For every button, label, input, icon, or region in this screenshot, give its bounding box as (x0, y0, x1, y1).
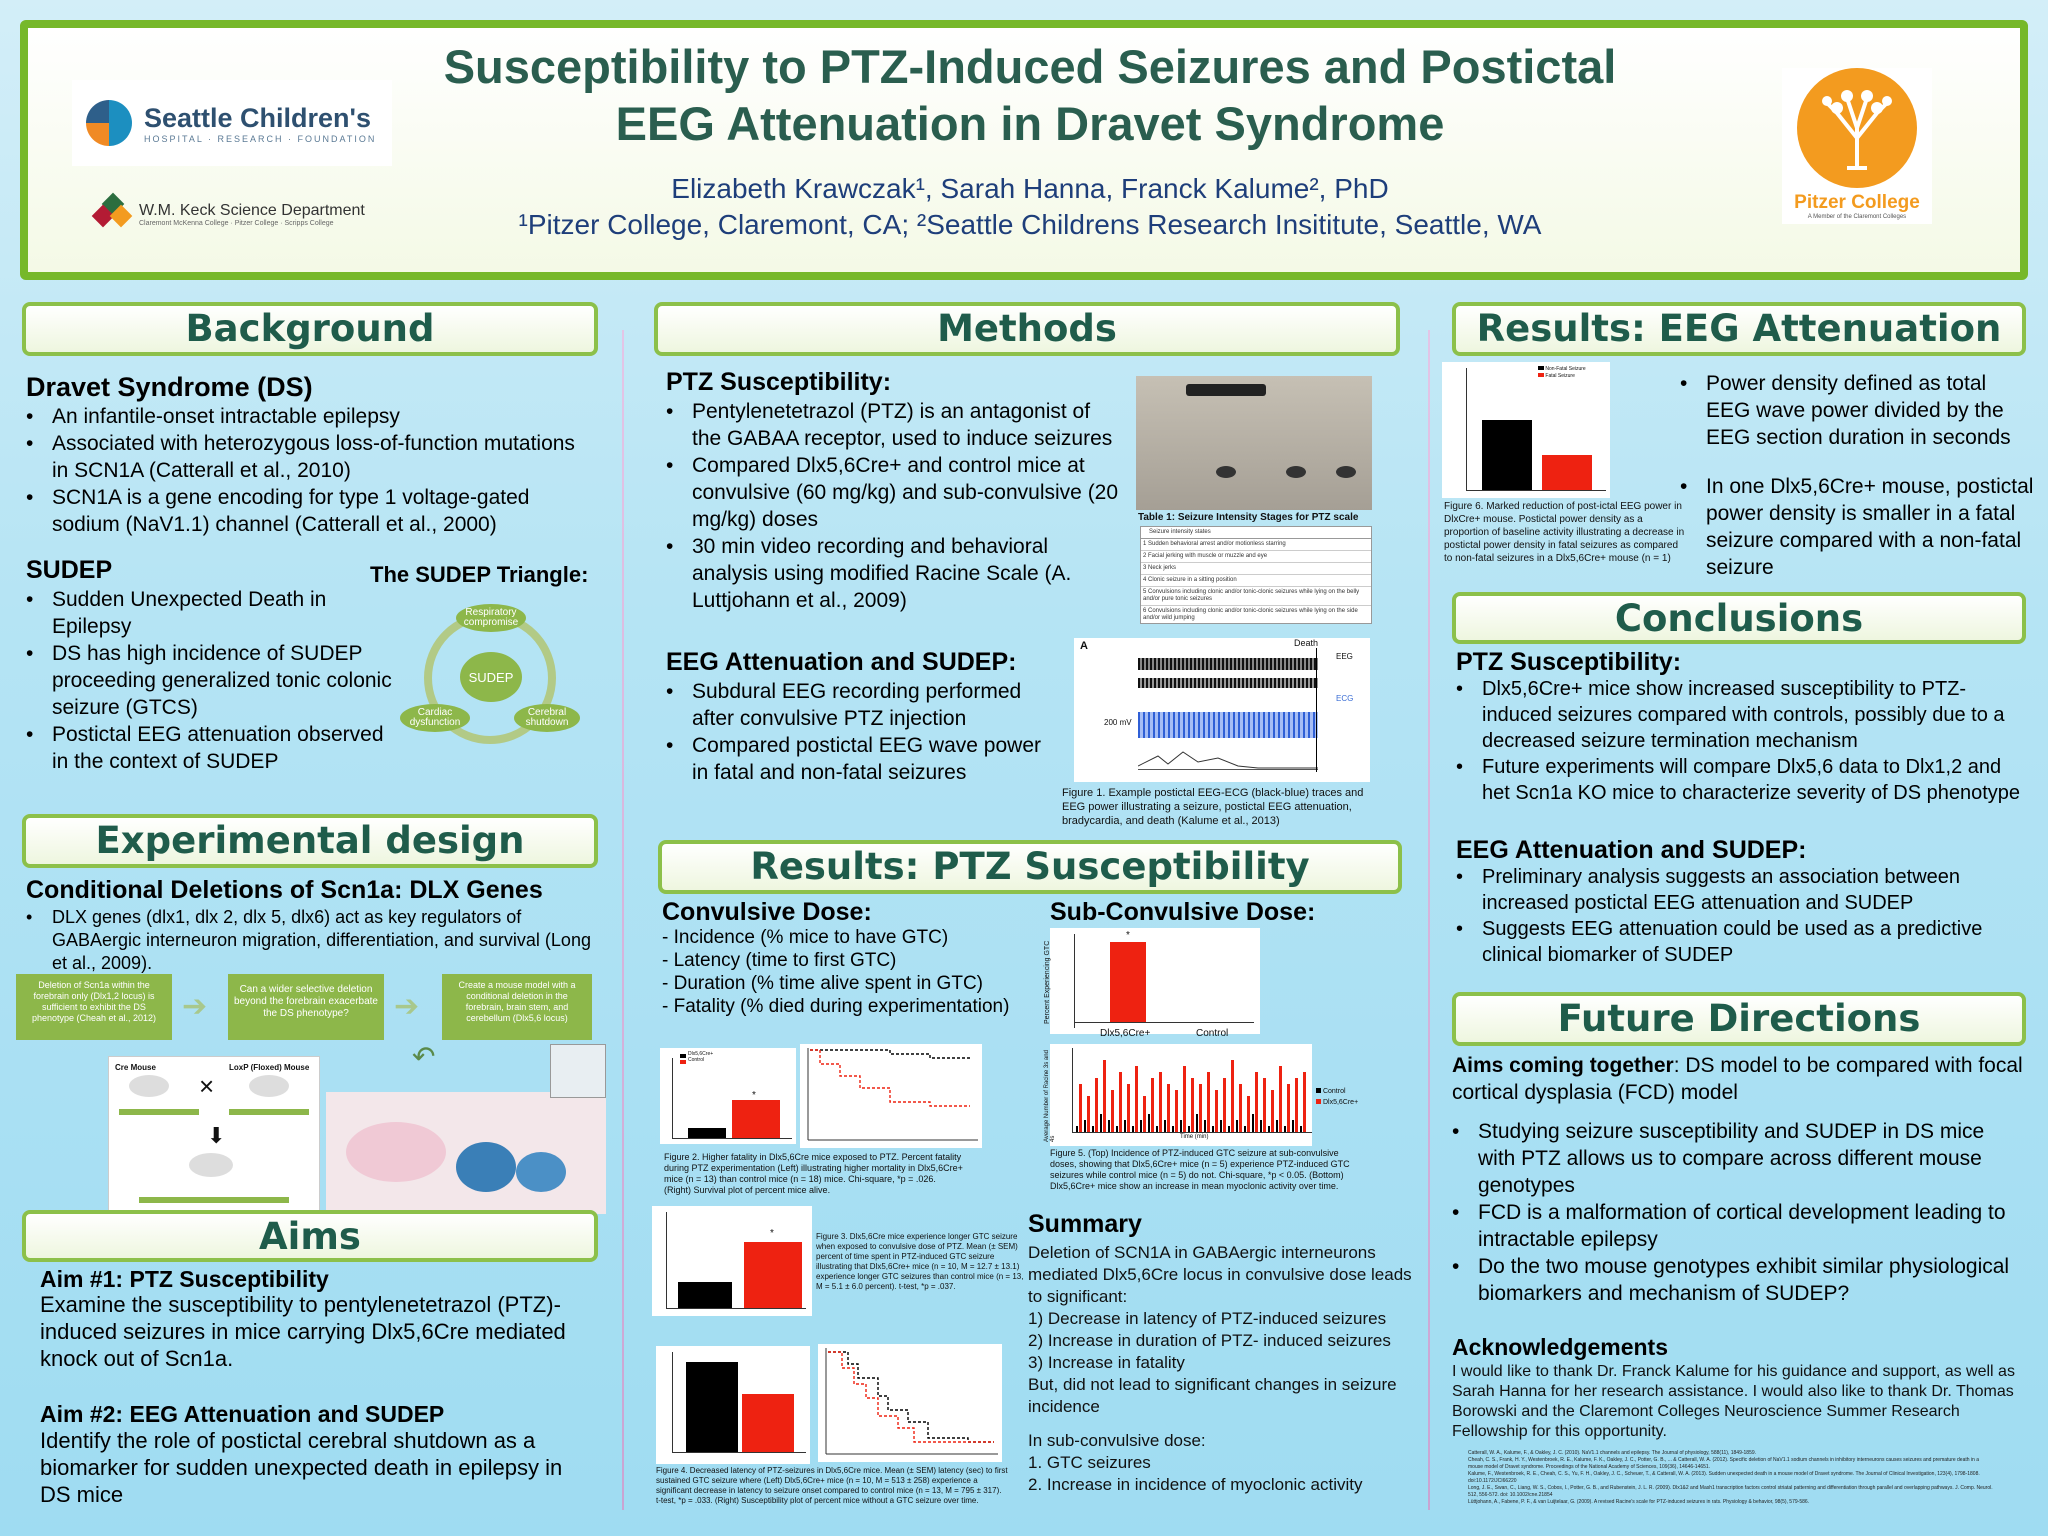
fig1-caption: Figure 1. Example postictal EEG-ECG (black-blue) traces and EEG power illustrating a seizure, postictal EEG attenuation, bradycardia, and death (Kalume et al., 2013) (1062, 787, 1364, 827)
list-item: • An infantile-onset intractable epilepsy (26, 403, 596, 430)
myoclonic-bar-control (1076, 1126, 1078, 1132)
y-axis (1072, 1048, 1073, 1132)
seattle-childrens-mark-icon (86, 100, 132, 146)
myoclonic-bar-control (1140, 1120, 1142, 1132)
myoclonic-bar-cre (1199, 1084, 1202, 1132)
myoclonic-bar-cre (1151, 1078, 1154, 1132)
myoclonic-bar-group (1300, 1072, 1306, 1132)
list-item: • Studying seizure susceptibility and SUDEP in DS mice with PTZ allows us to compare across different mouse genotypes (1452, 1118, 2024, 1199)
flow-box-2: Can a wider selective deletion beyond the forebrain exacerbate the DS phenotype? (228, 974, 384, 1040)
myoclonic-bar-group (1284, 1084, 1290, 1132)
list-item: 2. Increase in incidence of myoclonic activity (1028, 1475, 1363, 1494)
conclusions-ptz-list (1456, 676, 2024, 806)
title-line-1: Susceptibility to PTZ-Induced Seizures and Postictal (443, 40, 1617, 93)
x-axis (672, 1138, 792, 1139)
triangle-node-respiratory: Respiratory compromise (456, 604, 526, 632)
myoclonic-bar-control (1156, 1126, 1158, 1132)
brain-tissue (346, 1122, 446, 1182)
myoclonic-bar-group (1076, 1084, 1082, 1132)
myoclonic-bar-group (1084, 1096, 1090, 1132)
mouse-in-chamber (1216, 466, 1236, 478)
triangle-node-cerebral: Cerebral shutdown (514, 704, 580, 732)
myoclonic-bar-control (1148, 1114, 1150, 1132)
reference-item: Catterall, W. A., Kalume, F., & Oakley, J. C. (2010). NaV1.1 channels and epilepsy. The Journal of physiology, 588(11), 1849-1859. (1468, 1450, 1757, 1456)
myoclonic-bar-control (1268, 1126, 1270, 1132)
bar-fatal (1542, 455, 1592, 490)
fig1-eeg-traces (1074, 638, 1370, 782)
fig1-eeg-label: EEG (1336, 652, 1353, 661)
myoclonic-bar-cre (1207, 1072, 1210, 1132)
list-item: • FCD is a malformation of cortical development leading to intractable epilepsy (1452, 1199, 2024, 1253)
myoclonic-bars (1076, 1052, 1306, 1132)
myoclonic-bar-cre (1215, 1090, 1218, 1132)
myoclonic-bar-group (1236, 1084, 1242, 1132)
section-conclusions-header: Conclusions (1452, 592, 2026, 644)
authors: Elizabeth Krawczak¹, Sarah Hanna, Franck Kalume², PhD (671, 173, 1389, 204)
myoclonic-bar-group (1100, 1060, 1106, 1132)
myoclonic-bar-group (1156, 1072, 1162, 1132)
significance-star: * (752, 1090, 756, 1101)
bar-cre (732, 1100, 780, 1138)
list-item: • Suggests EEG attenuation could be used as a predictive clinical biomarker of SUDEP (1456, 916, 2024, 968)
list-item: - Fatality (% died during experimentation) (662, 996, 1010, 1017)
list-item: 1) Decrease in latency of PTZ-induced seizures (1028, 1309, 1387, 1328)
reference-item: Kalume, F., Westenbroek, R. E., Cheah, C. S., Yu, F. H., Oakley, J. C., Scheuer, T., & Catterall, W. A. (2013). Sudden unexpected death in a mouse model of Dravet syndrome. The Journal of Clinical Investigation, 123(4), 1798-1808. doi:10.1172/JCI66220 (1468, 1471, 1980, 1484)
seattle-childrens-name: Seattle Children's (144, 102, 371, 133)
myoclonic-bar-group (1124, 1084, 1130, 1132)
brain-slice-image (326, 1092, 606, 1214)
target-gene-bar (229, 1109, 309, 1115)
section-results-eeg-header: Results: EEG Attenuation (1452, 302, 2026, 356)
sudep-triangle-title: The SUDEP Triangle: (370, 562, 589, 587)
section-background-header: Background (22, 302, 598, 356)
list-item: - Incidence (% mice to have GTC) (662, 927, 949, 948)
sudep-heading: SUDEP (26, 556, 113, 584)
sudep-triangle-diagram (400, 600, 580, 760)
list-item: • Pentylenetetrazol (PTZ) is an antagonist of the GABAA receptor, used to induce seizures (666, 398, 1122, 452)
flow-box-3: Create a mouse model with a conditional deletion in the forebrain, brain stem, and cerebellum (Dlx5,6 locus) (442, 974, 592, 1040)
section-results-ptz-header: Results: PTZ Susceptibility (658, 840, 1402, 894)
x-axis (666, 1308, 806, 1309)
myoclonic-bar-cre (1295, 1078, 1298, 1132)
myoclonic-bar-group (1276, 1066, 1282, 1132)
fig6-legend (1538, 366, 1586, 380)
pitzer-name: Pitzer College (1794, 192, 1920, 213)
methods-ptz-list (666, 398, 1122, 614)
list-item: - Latency (time to first GTC) (662, 950, 897, 971)
myoclonic-bar-control (1204, 1120, 1206, 1132)
list-item: • Dlx5,6Cre+ mice show increased susceptibility to PTZ-induced seizures compared with controls, possibly due to a decreased seizure termination mechanism (1456, 676, 2024, 754)
pitzer-tree-icon (1797, 68, 1917, 188)
fig5-caption: Figure 5. (Top) Incidence of PTZ-induced GTC seizure at sub-convulsive doses, showing that Dlx5,6Cre+ mice (n = 5) experience PTZ-induced GTC seizures while control mice (n = 5) do not. Chi-square, *p < 0.05. (Bottom) Dlx5,6Cre+ mice show an increase in mean myoclonic activity over time. (1050, 1148, 1350, 1191)
poster-title (360, 38, 1700, 152)
fig3-caption: Figure 3. Dlx5,6Cre mice experience longer GTC seizure when exposed to convulsive dose of PTZ. Mean (± SEM) percent of time spent in PTZ-induced GTC seizure illustrating that Dlx5,6Cre+ mice (n = 10, M = 12.7 ± 13.1) experience longer GTC seizures than control mice (n = 13, M = 5.1 ± 6.0 percent). t-test, *p = .037. (816, 1232, 1024, 1291)
myoclonic-bar-cre (1279, 1066, 1282, 1132)
myoclonic-bar-control (1292, 1120, 1294, 1132)
brain-stain-region (456, 1142, 516, 1192)
fig3-duration-bar-chart (652, 1206, 812, 1316)
triangle-node-cardiac: Cardiac dysfunction (400, 704, 470, 732)
myoclonic-bar-cre (1175, 1090, 1178, 1132)
myoclonic-bar-control (1132, 1126, 1134, 1132)
myoclonic-bar-control (1100, 1114, 1102, 1132)
myoclonic-bar-cre (1159, 1072, 1162, 1132)
flow-arrow-icon: ➔ (182, 990, 208, 1023)
pitzer-sub: A Member of the Claremont Colleges (1807, 214, 1907, 220)
methods-ptz-heading: PTZ Susceptibility: (666, 368, 892, 396)
myoclonic-bar-cre (1135, 1066, 1138, 1132)
significance-star: * (1126, 930, 1130, 941)
myoclonic-bar-control (1172, 1126, 1174, 1132)
fig4-latency-bar-chart (656, 1346, 810, 1464)
fig5-xlabel-cre: Dlx5,6Cre+ (1100, 1028, 1151, 1039)
myoclonic-bar-group (1220, 1078, 1226, 1132)
keck-logo (95, 196, 365, 232)
death-marker-line (1316, 648, 1317, 772)
myoclonic-bar-cre (1223, 1078, 1226, 1132)
fig5b-legend (1316, 1086, 1358, 1108)
seizure-stage-table (1140, 526, 1372, 624)
eeg-trace-l (1138, 658, 1318, 670)
myoclonic-bar-cre (1119, 1072, 1122, 1132)
myoclonic-bar-group (1172, 1090, 1178, 1132)
bar-control (688, 1128, 726, 1138)
fig2-survival-plot (800, 1044, 982, 1148)
conclusions-ptz-heading: PTZ Susceptibility: (1456, 648, 1682, 676)
keck-name: W.M. Keck Science Department (139, 201, 365, 219)
video-player-controls (1186, 384, 1266, 396)
cre-gene-bar (119, 1109, 199, 1115)
list-item: • Subdural EEG recording performed after convulsive PTZ injection (666, 678, 1046, 732)
fig5-incidence-bar-chart (1044, 928, 1260, 1034)
bar-control (678, 1282, 732, 1308)
list-item: • In one Dlx5,6Cre+ mouse, postictal power density is smaller in a fatal seizure compared with a non-fatal seizure (1680, 473, 2036, 581)
ds-list (26, 403, 596, 538)
y-axis (1074, 934, 1075, 1028)
affiliations: ¹Pitzer College, Claremont, CA; ²Seattle Childrens Research Insititute, Seattle, WA (518, 209, 1542, 240)
myoclonic-bar-group (1164, 1084, 1170, 1132)
summary-but: But, did not lead to significant changes in seizure incidence (1028, 1375, 1397, 1416)
results-eeg-list (1680, 370, 2036, 581)
list-item: • Compared postictal EEG wave power in fatal and non-fatal seizures (666, 732, 1046, 786)
list-item: - Duration (% time alive spent in GTC) (662, 973, 983, 994)
video-recording-image (1136, 376, 1372, 510)
aim1-heading: Aim #1: PTZ Susceptibility (40, 1266, 329, 1292)
myoclonic-bar-group (1260, 1078, 1266, 1132)
fig1-200mv-label: 200 mV (1104, 718, 1132, 727)
list-item: 3) Increase in fatality (1028, 1353, 1185, 1372)
curved-arrow-icon: ↶ (412, 1041, 436, 1072)
legend-cre: Dlx5,6Cre+ (1322, 1099, 1359, 1106)
section-methods-header: Methods (654, 302, 1400, 356)
myoclonic-bar-control (1260, 1120, 1262, 1132)
myoclonic-bar-cre (1103, 1060, 1106, 1132)
list-item: • SCN1A is a gene encoding for type 1 voltage-gated sodium (NaV1.1) channel (Catterall et al., 2000) (26, 484, 596, 538)
x-axis (672, 1452, 806, 1453)
bar-control (686, 1362, 738, 1452)
myoclonic-bar-control (1236, 1120, 1238, 1132)
fig5-myoclonic-bar-chart (1044, 1044, 1312, 1146)
flow-arrow-icon: ➔ (394, 990, 420, 1023)
mouse-icon (129, 1075, 169, 1097)
reference-item: Long, J. E., Swan, C., Liang, W. S., Cobos, I., Potter, G. B., and Rubenstein, J. L. R. (2009). Dlx1&2 and Mash1 transcription factors control striatal patterning and differentiation through parallel and overlapping pathways. J. Comp. Neurol. 512, 556-572. doi: 10.1002/cne.21854 (1468, 1485, 1993, 1498)
list-item: • Associated with heterozygous loss-of-function mutations in SCN1A (Catterall et al., 2010) (26, 430, 596, 484)
myoclonic-bar-control (1300, 1126, 1302, 1132)
myoclonic-bar-control (1188, 1126, 1190, 1132)
down-arrow-icon: ⬇ (207, 1123, 226, 1148)
myoclonic-bar-control (1276, 1120, 1278, 1132)
myoclonic-bar-group (1244, 1096, 1250, 1132)
fig5b-xlabel: Time (min) (1180, 1134, 1209, 1140)
convulsive-list (662, 926, 1042, 1018)
legend-ctrl: Control (1322, 1088, 1346, 1095)
flow-box-1: Deletion of Scn1a within the forebrain only (Dlx1,2 locus) is sufficient to exhibit the DS phenotype (Cheah et al., 2012) (16, 974, 172, 1040)
fig1-ecg-label: ECG (1336, 694, 1354, 703)
ds-heading: Dravet Syndrome (DS) (26, 372, 313, 402)
summary-sub-intro: In sub-convulsive dose: (1028, 1431, 1206, 1450)
reference-item: Lüttjohann, A., Fabene, P. F., & van Luijtelaar, G. (2009). A revised Racine's scale for PTZ-induced seizures in rats. Physiology & behavior, 98(5), 579-586. (1468, 1499, 1810, 1505)
myoclonic-bar-cre (1231, 1060, 1234, 1132)
myoclonic-bar-cre (1087, 1096, 1090, 1132)
myoclonic-bar-cre (1127, 1084, 1130, 1132)
myoclonic-bar-control (1212, 1126, 1214, 1132)
myoclonic-bar-group (1108, 1090, 1114, 1132)
methods-eeg-heading: EEG Attenuation and SUDEP: (666, 648, 1017, 676)
fig2-caption: Figure 2. Higher fatality in Dlx5,6Cre mice exposed to PTZ. Percent fatality during PTZ experimentation (Left) illustrating higher mortality in Dlx5,6Cre+ mice (n = 13) than control mice (n = 18) mice. Chi-square, *p = .026. (Right) Survival plot of percent mice alive. (664, 1152, 963, 1195)
list-item: • Compared Dlx5,6Cre+ and control mice at convulsive (60 mg/kg) and sub-convulsive (20 mg/kg) doses (666, 452, 1122, 533)
brain-inset-image (550, 1044, 606, 1098)
table1-title: Table 1: Seizure Intensity Stages for PTZ scale (1138, 512, 1359, 523)
experimental-heading: Conditional Deletions of Scn1a: DLX Genes (26, 876, 543, 904)
list-item: • Postictal EEG attenuation observed in the context of SUDEP (26, 721, 396, 775)
title-line-2: EEG Attenuation in Dravet Syndrome (615, 97, 1445, 150)
legend-nonfatal: Non-Fatal Seizure (1545, 366, 1586, 372)
myoclonic-bar-cre (1183, 1066, 1186, 1132)
column-divider-2 (1428, 330, 1430, 1510)
bar-cre (742, 1394, 794, 1452)
myoclonic-bar-control (1196, 1114, 1198, 1132)
table-row: 6 Convulsions including clonic and/or tonic-clonic seizures while lying on the side and/or wild jumping (1143, 608, 1358, 621)
list-item: • DLX genes (dlx1, dlx 2, dlx 5, dlx6) act as key regulators of GABAergic interneuron migration, differentiation, and survival (Long et al., 2009). (26, 906, 596, 975)
seattle-childrens-sub: HOSPITAL · RESEARCH · FOUNDATION (144, 133, 377, 144)
fig4-caption: Figure 4. Decreased latency of PTZ-seizures in Dlx5,6Cre mice. Mean (± SEM) latency (sec) to first sustained GTC seizure where (Left) Dlx5,6Cre+ mice (n = 10, M = 513 ± 258) experience a significant decrease in latency to seizure onset compared to control mice (n = 13, M = 795 ± 317). t-test, *p = .033. (Right) Susceptibility plot of percent mice without a GTC seizure over time. (656, 1466, 1008, 1505)
legend-cre: Dlx5,6Cre+ (688, 1051, 714, 1057)
future-aims-text: : DS model to be compared with focal cortical dysplasia (FCD) model (1452, 1054, 2023, 1104)
cre-lox-diagram (108, 1056, 320, 1226)
myoclonic-bar-group (1252, 1072, 1258, 1132)
triangle-center-sudep: SUDEP (460, 652, 522, 702)
myoclonic-bar-cre (1079, 1084, 1082, 1132)
myoclonic-bar-group (1196, 1084, 1202, 1132)
legend-fatal: Fatal Seizure (1545, 373, 1575, 379)
sudep-list (26, 586, 396, 775)
fig6-eeg-power-bar-chart (1442, 362, 1610, 498)
myoclonic-bar-cre (1287, 1084, 1290, 1132)
myoclonic-bar-group (1204, 1072, 1210, 1132)
references-list (1452, 1450, 1994, 1506)
x-axis (1074, 1022, 1254, 1023)
myoclonic-bar-control (1092, 1126, 1094, 1132)
cre-mouse-label: Cre Mouse (115, 1063, 156, 1072)
table-row: 4 Clonic seizure in a sitting position (1141, 575, 1371, 587)
cross-icon: × (199, 1071, 215, 1101)
myoclonic-bar-cre (1191, 1078, 1194, 1132)
myoclonic-bar-group (1140, 1096, 1146, 1132)
myoclonic-bar-group (1132, 1066, 1138, 1132)
fig5-xlabel-ctrl: Control (1196, 1028, 1229, 1039)
list-item: • Future experiments will compare Dlx5,6 data to Dlx1,2 and het Scn1a KO mice to characterize severity of DS phenotype (1456, 754, 2024, 806)
conclusions-eeg-heading: EEG Attenuation and SUDEP: (1456, 836, 1807, 864)
myoclonic-bar-group (1212, 1090, 1218, 1132)
myoclonic-bar-control (1220, 1120, 1222, 1132)
brain-stain-region (516, 1152, 566, 1192)
list-item: • Preliminary analysis suggests an association between increased postictal EEG attenuation and SUDEP (1456, 864, 2024, 916)
summary-intro: Deletion of SCN1A in GABAergic interneurons mediated Dlx5,6Cre locus in convulsive dose leads to significant: (1028, 1243, 1412, 1306)
y-axis (666, 1212, 667, 1308)
list-item: • Power density defined as total EEG wave power divided by the EEG section duration in seconds (1680, 370, 2036, 451)
myoclonic-bar-cre (1255, 1072, 1258, 1132)
myoclonic-bar-control (1284, 1126, 1286, 1132)
fig6-caption: Figure 6. Marked reduction of post-ictal EEG power in DlxCre+ mouse. Postictal power density as a proportion of baseline activity illustrating a decrease in postictal power density in fatal seizures as compared to non-fatal seizures in a Dlx5,6Cre+ mouse (n = 1) (1444, 501, 1685, 564)
subconvulsive-heading: Sub-Convulsive Dose: (1050, 898, 1316, 926)
myoclonic-bar-group (1292, 1078, 1298, 1132)
acknowledgements-heading: Acknowledgements (1452, 1334, 1668, 1360)
eeg-power-trace (1138, 746, 1318, 770)
list-item: • DS has high incidence of SUDEP proceeding generalized tonic colonic seizure (GTCS) (26, 640, 396, 721)
y-axis (1466, 368, 1467, 490)
fig1-death-label: Death (1294, 638, 1319, 648)
fig4-susceptibility-plot (818, 1344, 1002, 1462)
list-item: • 30 min video recording and behavioral analysis using modified Racine Scale (A. Luttjohann et al., 2009) (666, 533, 1122, 614)
bar-cre (744, 1242, 802, 1308)
fig1-label-a: A (1080, 640, 1088, 652)
legend-swatch (680, 1054, 686, 1058)
myoclonic-bar-group (1116, 1072, 1122, 1132)
section-experimental-header: Experimental design (22, 814, 598, 868)
myoclonic-bar-control (1116, 1126, 1118, 1132)
summary-body (1028, 1242, 1418, 1496)
legend-ctrl: Control (688, 1057, 705, 1063)
myoclonic-bar-control (1164, 1120, 1166, 1132)
column-divider-1 (622, 330, 624, 1510)
myoclonic-bar-cre (1143, 1096, 1146, 1132)
mouse-icon (189, 1153, 233, 1177)
myoclonic-bar-group (1228, 1060, 1234, 1132)
future-aims-bold: Aims coming together (1452, 1054, 1674, 1077)
summary-heading: Summary (1028, 1210, 1142, 1238)
keck-sub: Claremont McKenna College · Pitzer College · Scripps College (139, 219, 334, 227)
experimental-list (26, 906, 596, 975)
list-item: • Do the two mouse genotypes exhibit similar physiological biomarkers and mechanism of SUDEP? (1452, 1253, 2024, 1307)
myoclonic-bar-control (1084, 1120, 1086, 1132)
pitzer-logo (1782, 68, 1932, 224)
myoclonic-bar-cre (1167, 1084, 1170, 1132)
ecg-trace (1138, 712, 1318, 738)
deleted-gene-bar (139, 1197, 289, 1203)
mouse-in-chamber (1286, 466, 1306, 478)
myoclonic-bar-group (1092, 1078, 1098, 1132)
conclusions-eeg-list (1456, 864, 2024, 968)
mouse-in-chamber (1336, 466, 1356, 478)
myoclonic-bar-group (1268, 1090, 1274, 1132)
y-axis (672, 1058, 673, 1138)
list-item: 2) Increase in duration of PTZ- induced seizures (1028, 1331, 1391, 1350)
eeg-trace-r (1138, 678, 1318, 688)
table-header: Seizure intensity states (1141, 527, 1371, 539)
acknowledgements-text: I would like to thank Dr. Franck Kalume for his guidance and support, as well as Sarah Hanna for her research assistance. I would also like to thank Dr. Thomas Borowski and the Claremont Colleges Neuroscience Summer Research Fellowship for this opportunity. (1452, 1363, 2015, 1440)
methods-eeg-list (666, 678, 1046, 786)
table-row: 3 Neck jerks (1141, 563, 1371, 575)
y-axis (672, 1352, 673, 1452)
myoclonic-bar-control (1252, 1114, 1254, 1132)
keck-mark-icon (95, 196, 131, 232)
bar-cre (1110, 942, 1146, 1022)
myoclonic-bar-cre (1111, 1090, 1114, 1132)
section-future-header: Future Directions (1452, 992, 2026, 1046)
myoclonic-bar-cre (1303, 1072, 1306, 1132)
myoclonic-bar-cre (1095, 1078, 1098, 1132)
myoclonic-bar-control (1228, 1126, 1230, 1132)
fig5-ylabel: Percent Experiencing GTC (1044, 940, 1051, 1024)
myoclonic-bar-cre (1239, 1084, 1242, 1132)
table-row: 1 Sudden behavioral arrest and/or motionless starring (1141, 539, 1371, 551)
list-item: 1. GTC seizures (1028, 1453, 1151, 1472)
section-aims-header: Aims (22, 1210, 598, 1262)
myoclonic-bar-group (1188, 1078, 1194, 1132)
significance-star: * (770, 1228, 774, 1239)
bar-nonfatal (1482, 420, 1532, 490)
x-axis (1072, 1132, 1312, 1133)
reference-item: Cheah, C. S., Frank, H. Y., Westenbroek, R. E., Kalume, F. K., Oakley, J. C., Potter, G. B., ... & Catterall, W. A. (2012). Specific deletion of NaV1.1 sodium channels in inhibitory interneurons causes seizures and premature death in a mouse model of Dravet syndrome. Proceedings of the National Academy of Sciences, 109(36), 14646-14651. (1468, 1457, 1979, 1470)
myoclonic-bar-group (1180, 1066, 1186, 1132)
myoclonic-bar-control (1244, 1126, 1246, 1132)
mouse-icon (249, 1075, 289, 1097)
fig5b-ylabel: Average Number of Racine 3s and 4s (1044, 1050, 1056, 1142)
convulsive-heading: Convulsive Dose: (662, 898, 872, 926)
list-item: • Sudden Unexpected Death in Epilepsy (26, 586, 396, 640)
future-aims (1452, 1052, 2024, 1106)
aim1-text: Examine the susceptibility to pentylenetetrazol (PTZ)- induced seizures in mice carrying Dlx5,6Cre mediated knock out of Scn1a. (40, 1292, 566, 1371)
table-row: 5 Convulsions including clonic and/or tonic-clonic seizures while lying on the belly and/or pure tonic seizures (1141, 587, 1371, 606)
x-axis (1466, 490, 1606, 491)
myoclonic-bar-control (1180, 1120, 1182, 1132)
aim2-text: Identify the role of postictal cerebral shutdown as a biomarker for sudden unexpected death in epilepsy in DS mice (40, 1428, 563, 1507)
future-list (1452, 1118, 2024, 1307)
aim2-heading: Aim #2: EEG Attenuation and SUDEP (40, 1401, 445, 1427)
myoclonic-bar-group (1148, 1078, 1154, 1132)
loxp-mouse-label: LoxP (Floxed) Mouse (229, 1063, 310, 1072)
fig2-fatality-bar-chart (660, 1048, 796, 1144)
myoclonic-bar-cre (1247, 1096, 1250, 1132)
myoclonic-bar-cre (1263, 1078, 1266, 1132)
myoclonic-bar-cre (1271, 1090, 1274, 1132)
table-row: 2 Facial jerking with muscle or muzzle and eye (1141, 551, 1371, 563)
legend-swatch (680, 1060, 686, 1064)
myoclonic-bar-control (1124, 1120, 1126, 1132)
seattle-childrens-logo (72, 80, 392, 166)
myoclonic-bar-control (1108, 1120, 1110, 1132)
